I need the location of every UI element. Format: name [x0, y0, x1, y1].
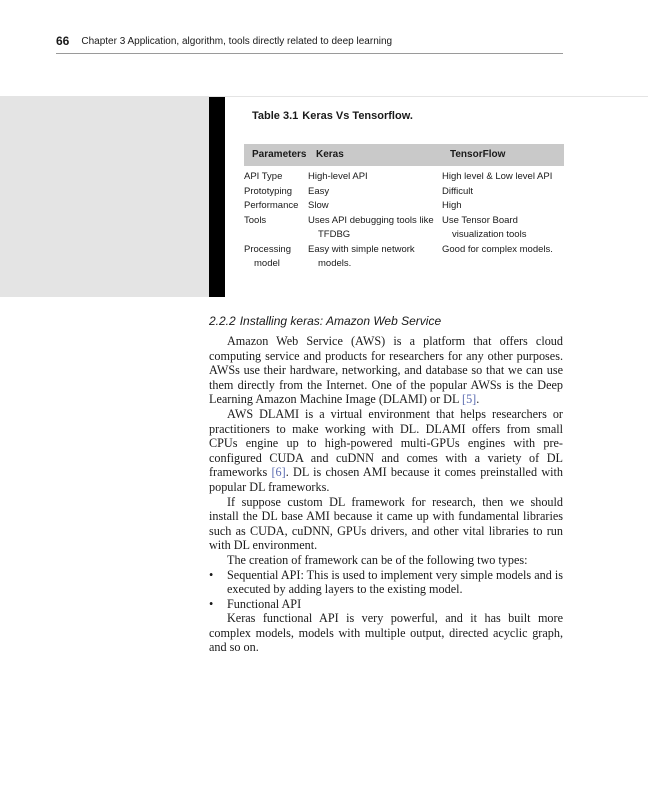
paragraph: Keras functional API is very powerful, and it has built more complex models, models with multiple output, directed acyclic graph, and so on.	[209, 611, 563, 655]
table-cell: Use Tensor Board visualization tools	[442, 214, 527, 240]
bullet-list	[209, 568, 563, 612]
table-cell: High level & Low level API	[442, 171, 553, 182]
paragraph	[209, 407, 563, 495]
column-header: TensorFlow	[442, 144, 564, 166]
table-cell: Difficult	[442, 185, 473, 197]
table-panel	[225, 97, 648, 297]
table-label: Table 3.1	[252, 110, 299, 122]
table-cell: Easy with simple network models.	[308, 243, 415, 269]
bullet-icon: •	[209, 567, 214, 582]
table-cell: Easy	[308, 185, 330, 197]
list-item	[209, 597, 563, 612]
paragraph-text: .	[476, 392, 480, 407]
page-number: 66	[56, 34, 70, 48]
table-title: Keras Vs Tensorflow.	[302, 110, 413, 122]
table-cell: High	[442, 200, 462, 211]
running-header	[56, 33, 563, 54]
column-header: Parameters	[244, 144, 308, 166]
paragraph-text: AWS DLAMI is a virtual environment that helps researchers or practitioners to make working with DL. DLAMI offers from small CPUs engine up to high-powered multi-GPUs engines with pre-configured CUDA and cuDNN and comes with a variety of DL frameworks	[209, 406, 563, 480]
citation-link[interactable]: [5]	[462, 392, 477, 407]
paragraph: The creation of framework can be of the following two types:	[227, 552, 528, 567]
paragraph-text: . DL is chosen AMI because it comes preinstalled with popular DL frameworks.	[209, 465, 563, 494]
bullet-icon: •	[209, 596, 214, 611]
list-item-text: Sequential API: This is used to implement very simple models and is executed by adding layers to the existing model.	[227, 567, 563, 597]
table-cell: High-level API	[308, 171, 368, 182]
paragraph	[209, 334, 563, 407]
table-cell: Performance	[244, 200, 299, 211]
table-cell: Tools	[244, 214, 267, 226]
table-cell: Uses API debugging tools like TFDBG	[308, 214, 434, 240]
table-caption	[252, 109, 413, 123]
table-cell: API Type	[244, 171, 283, 182]
table-cell: Processing model	[244, 243, 291, 269]
comparison-table	[244, 144, 564, 272]
table-cell: Good for complex models.	[442, 243, 553, 255]
table-row	[244, 199, 564, 214]
table-row	[244, 185, 564, 200]
section-heading	[209, 314, 563, 329]
paragraph-text: Amazon Web Service (AWS) is a platform that offers cloud computing service and products for researchers for any other purposes. AWSs use their hardware, networking, and database so that we can use them directly from the Internet. One of the popular AWSs is the Deep Learning Amazon Machine Image (DLAMI) or DL	[209, 334, 563, 407]
body-text	[209, 314, 563, 655]
table-row	[244, 214, 564, 243]
list-item-text: Functional API	[227, 596, 302, 611]
list-item	[209, 568, 563, 597]
column-header: Keras	[308, 144, 442, 166]
table-row	[244, 166, 564, 185]
section-title: Installing keras: Amazon Web Service	[239, 314, 442, 328]
chapter-title: Chapter 3 Application, algorithm, tools directly related to deep learning	[81, 36, 393, 47]
paragraph: If suppose custom DL framework for research, then we should install the DL base AMI because it came up with fundamental libraries such as CUDA, cuDNN, GPUs drivers, and other vital libraries to run with DL environment.	[209, 494, 563, 553]
table-header-row	[244, 144, 564, 166]
table-row	[244, 243, 564, 272]
section-number: 2.2.2	[209, 314, 236, 328]
citation-link[interactable]: [6]	[271, 465, 286, 480]
table-accent-bar	[209, 97, 225, 297]
table-cell: Slow	[308, 200, 329, 211]
table-cell: Prototyping	[244, 185, 293, 197]
